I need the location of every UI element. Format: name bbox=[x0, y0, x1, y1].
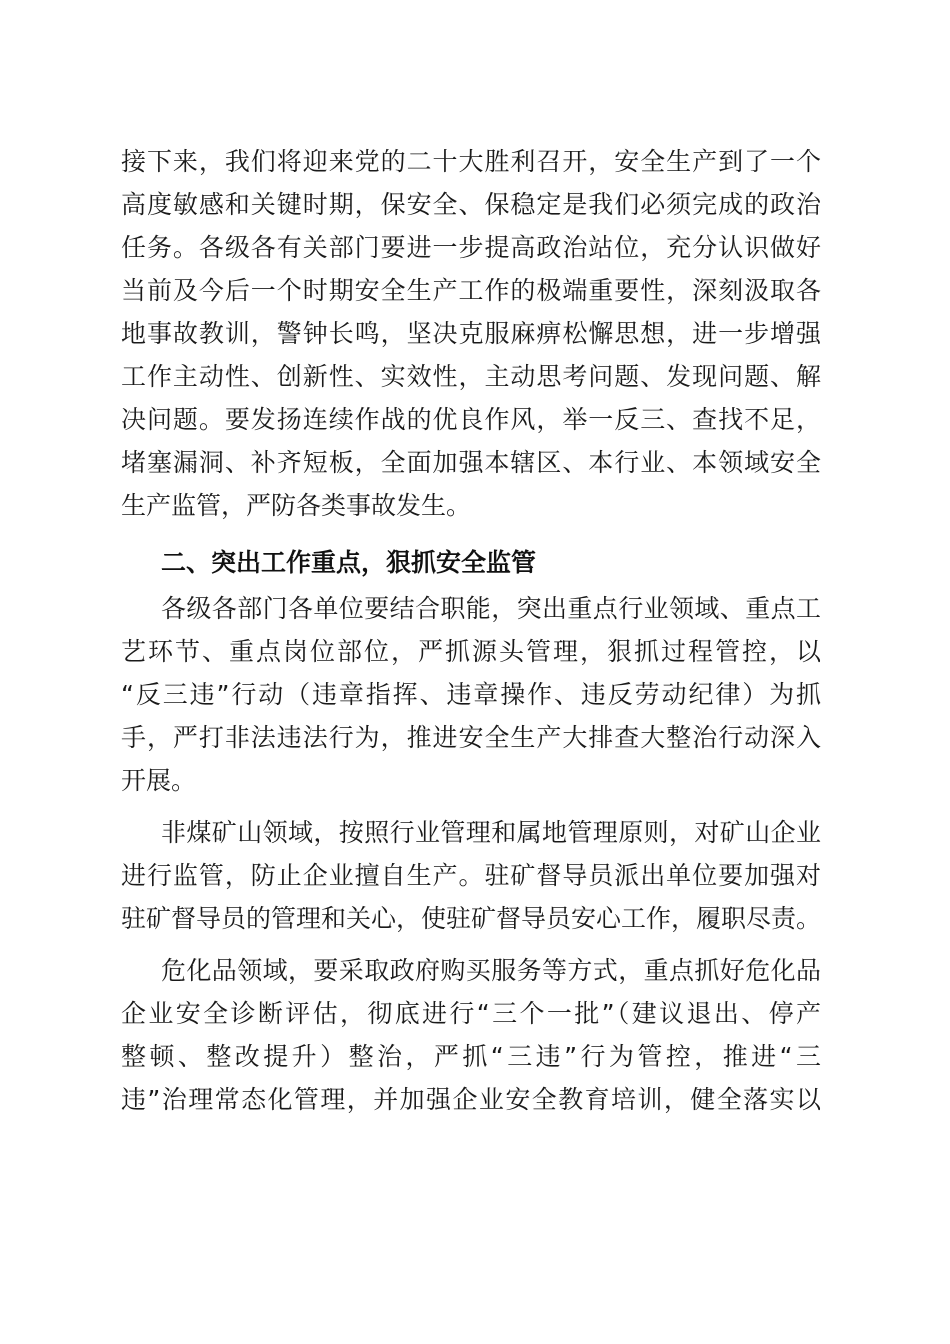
section-heading: 二、突出工作重点，狠抓安全监管 bbox=[161, 548, 537, 577]
paragraph-1-line: 决问题。要发扬连续作战的优良作风，举一反三、查找不足， bbox=[121, 405, 821, 434]
paragraph-4-line: 违”治理常态化管理，并加强企业安全教育培训，健全落实以 bbox=[121, 1085, 821, 1114]
paragraph-1-line: 堵塞漏洞、补齐短板，全面加强本辖区、本行业、本领域安全 bbox=[121, 448, 821, 477]
paragraph-2-line: 手，严打非法违法行为，推进安全生产大排查大整治行动深入 bbox=[121, 723, 821, 752]
paragraph-2-line: “反三违”行动（违章指挥、违章操作、违反劳动纪律）为抓 bbox=[121, 680, 821, 709]
paragraph-2-line: 艺环节、重点岗位部位，严抓源头管理，狠抓过程管控，以 bbox=[121, 637, 821, 666]
paragraph-4-line: 企业安全诊断评估，彻底进行“三个一批”（建议退出、停产 bbox=[121, 999, 821, 1028]
paragraph-1-line: 当前及今后一个时期安全生产工作的极端重要性，深刻汲取各 bbox=[121, 276, 821, 305]
paragraph-1-line: 接下来，我们将迎来党的二十大胜利召开，安全生产到了一个 bbox=[121, 147, 821, 176]
paragraph-3-line: 驻矿督导员的管理和关心，使驻矿督导员安心工作，履职尽责。 bbox=[121, 904, 822, 933]
paragraph-3-line: 进行监管，防止企业擅自生产。驻矿督导员派出单位要加强对 bbox=[121, 861, 821, 890]
paragraph-2-line: 开展。 bbox=[121, 766, 197, 795]
paragraph-1-line: 工作主动性、创新性、实效性，主动思考问题、发现问题、解 bbox=[121, 362, 821, 391]
paragraph-4-line: 危化品领域，要采取政府购买服务等方式，重点抓好危化品 bbox=[161, 956, 821, 985]
paragraph-1-line: 高度敏感和关键时期，保安全、保稳定是我们必须完成的政治 bbox=[121, 190, 821, 219]
paragraph-4-line: 整顿、整改提升）整治，严抓“三违”行为管控，推进“三 bbox=[121, 1042, 821, 1071]
paragraph-1-line: 生产监管，严防各类事故发生。 bbox=[121, 491, 472, 520]
paragraph-3-line: 非煤矿山领域，按照行业管理和属地管理原则，对矿山企业 bbox=[161, 818, 821, 847]
paragraph-2-line: 各级各部门各单位要结合职能，突出重点行业领域、重点工 bbox=[161, 594, 821, 623]
paragraph-1-line: 任务。各级各有关部门要进一步提高政治站位，充分认识做好 bbox=[121, 233, 821, 262]
paragraph-1-line: 地事故教训，警钟长鸣，坚决克服麻痹松懈思想，进一步增强 bbox=[121, 319, 821, 348]
